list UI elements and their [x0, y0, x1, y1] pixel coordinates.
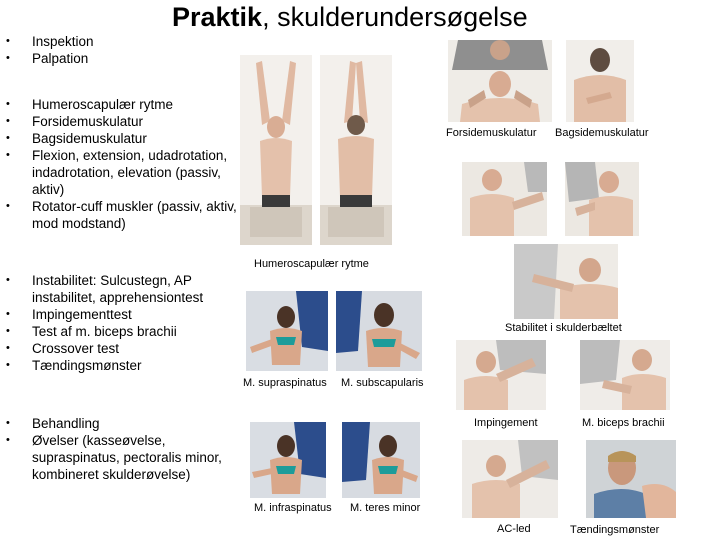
caption-ac-joint: AC-led [497, 523, 531, 535]
caption-infraspinatus: M. infraspinatus [254, 502, 332, 514]
bullet-list-tests [0, 272, 230, 374]
photo-rotation-test-right [565, 162, 639, 236]
list-item: • Flexion, extension, udadrotation, indadrotation, elevation (passiv, aktiv) [0, 147, 244, 198]
photo-subscapularis [336, 291, 422, 371]
photo-arms-raised-back [320, 55, 392, 245]
photo-infraspinatus [250, 422, 326, 498]
bullet-list-inspection [0, 33, 240, 67]
caption-shoulder-stability: Stabilitet i skulderbæltet [505, 322, 622, 334]
list-item: • Test af m. biceps brachii [0, 323, 230, 340]
photo-arms-raised-front [240, 55, 312, 245]
list-item: • Behandling [0, 415, 244, 432]
caption-humeroscapular-rhythm: Humeroscapulær rytme [254, 258, 369, 270]
list-item: • Instabilitet: Sulcustegn, AP instabilitet, apprehensiontest [0, 272, 230, 306]
photo-shoulder-stability [514, 244, 618, 319]
title-rest: , skulderundersøgelse [262, 2, 528, 32]
photo-back-muscles [566, 40, 634, 122]
caption-back-muscles: Bagsidemuskulatur [555, 127, 649, 139]
photo-supraspinatus [246, 291, 328, 371]
list-item: • Palpation [0, 50, 240, 67]
caption-supraspinatus: M. supraspinatus [243, 377, 327, 389]
caption-subscapularis: M. subscapularis [341, 377, 424, 389]
bullet-list-examination [0, 96, 244, 232]
list-item: • Bagsidemuskulatur [0, 130, 244, 147]
caption-front-muscles: Forsidemuskulatur [446, 127, 537, 139]
caption-impingement: Impingement [474, 417, 538, 429]
list-item: • Tændingsmønster [0, 357, 230, 374]
photo-front-muscles [448, 40, 552, 122]
caption-firing-pattern: Tændingsmønster [570, 524, 660, 536]
page-title [172, 2, 528, 33]
list-item: • Inspektion [0, 33, 240, 50]
photo-rotation-test-left [462, 162, 547, 236]
list-item: • Rotator-cuff muskler (passiv, aktiv, mod modstand) [0, 198, 244, 232]
list-item: • Humeroscapulær rytme [0, 96, 244, 113]
caption-teres-minor: M. teres minor [350, 502, 421, 514]
list-item: • Forsidemuskulatur [0, 113, 244, 130]
photo-ac-joint [462, 440, 558, 518]
photo-firing-pattern [586, 440, 676, 518]
photo-impingement [456, 340, 546, 410]
list-item: • Impingementtest [0, 306, 230, 323]
caption-biceps: M. biceps brachii [582, 417, 665, 429]
list-item: • Øvelser (kasseøvelse, supraspinatus, pectoralis minor, kombineret skulderøvelse) [0, 432, 244, 483]
title-bold: Praktik [172, 2, 263, 32]
photo-biceps [580, 340, 670, 410]
bullet-list-treatment [0, 415, 244, 483]
photo-teres-minor [342, 422, 420, 498]
list-item: • Crossover test [0, 340, 230, 357]
